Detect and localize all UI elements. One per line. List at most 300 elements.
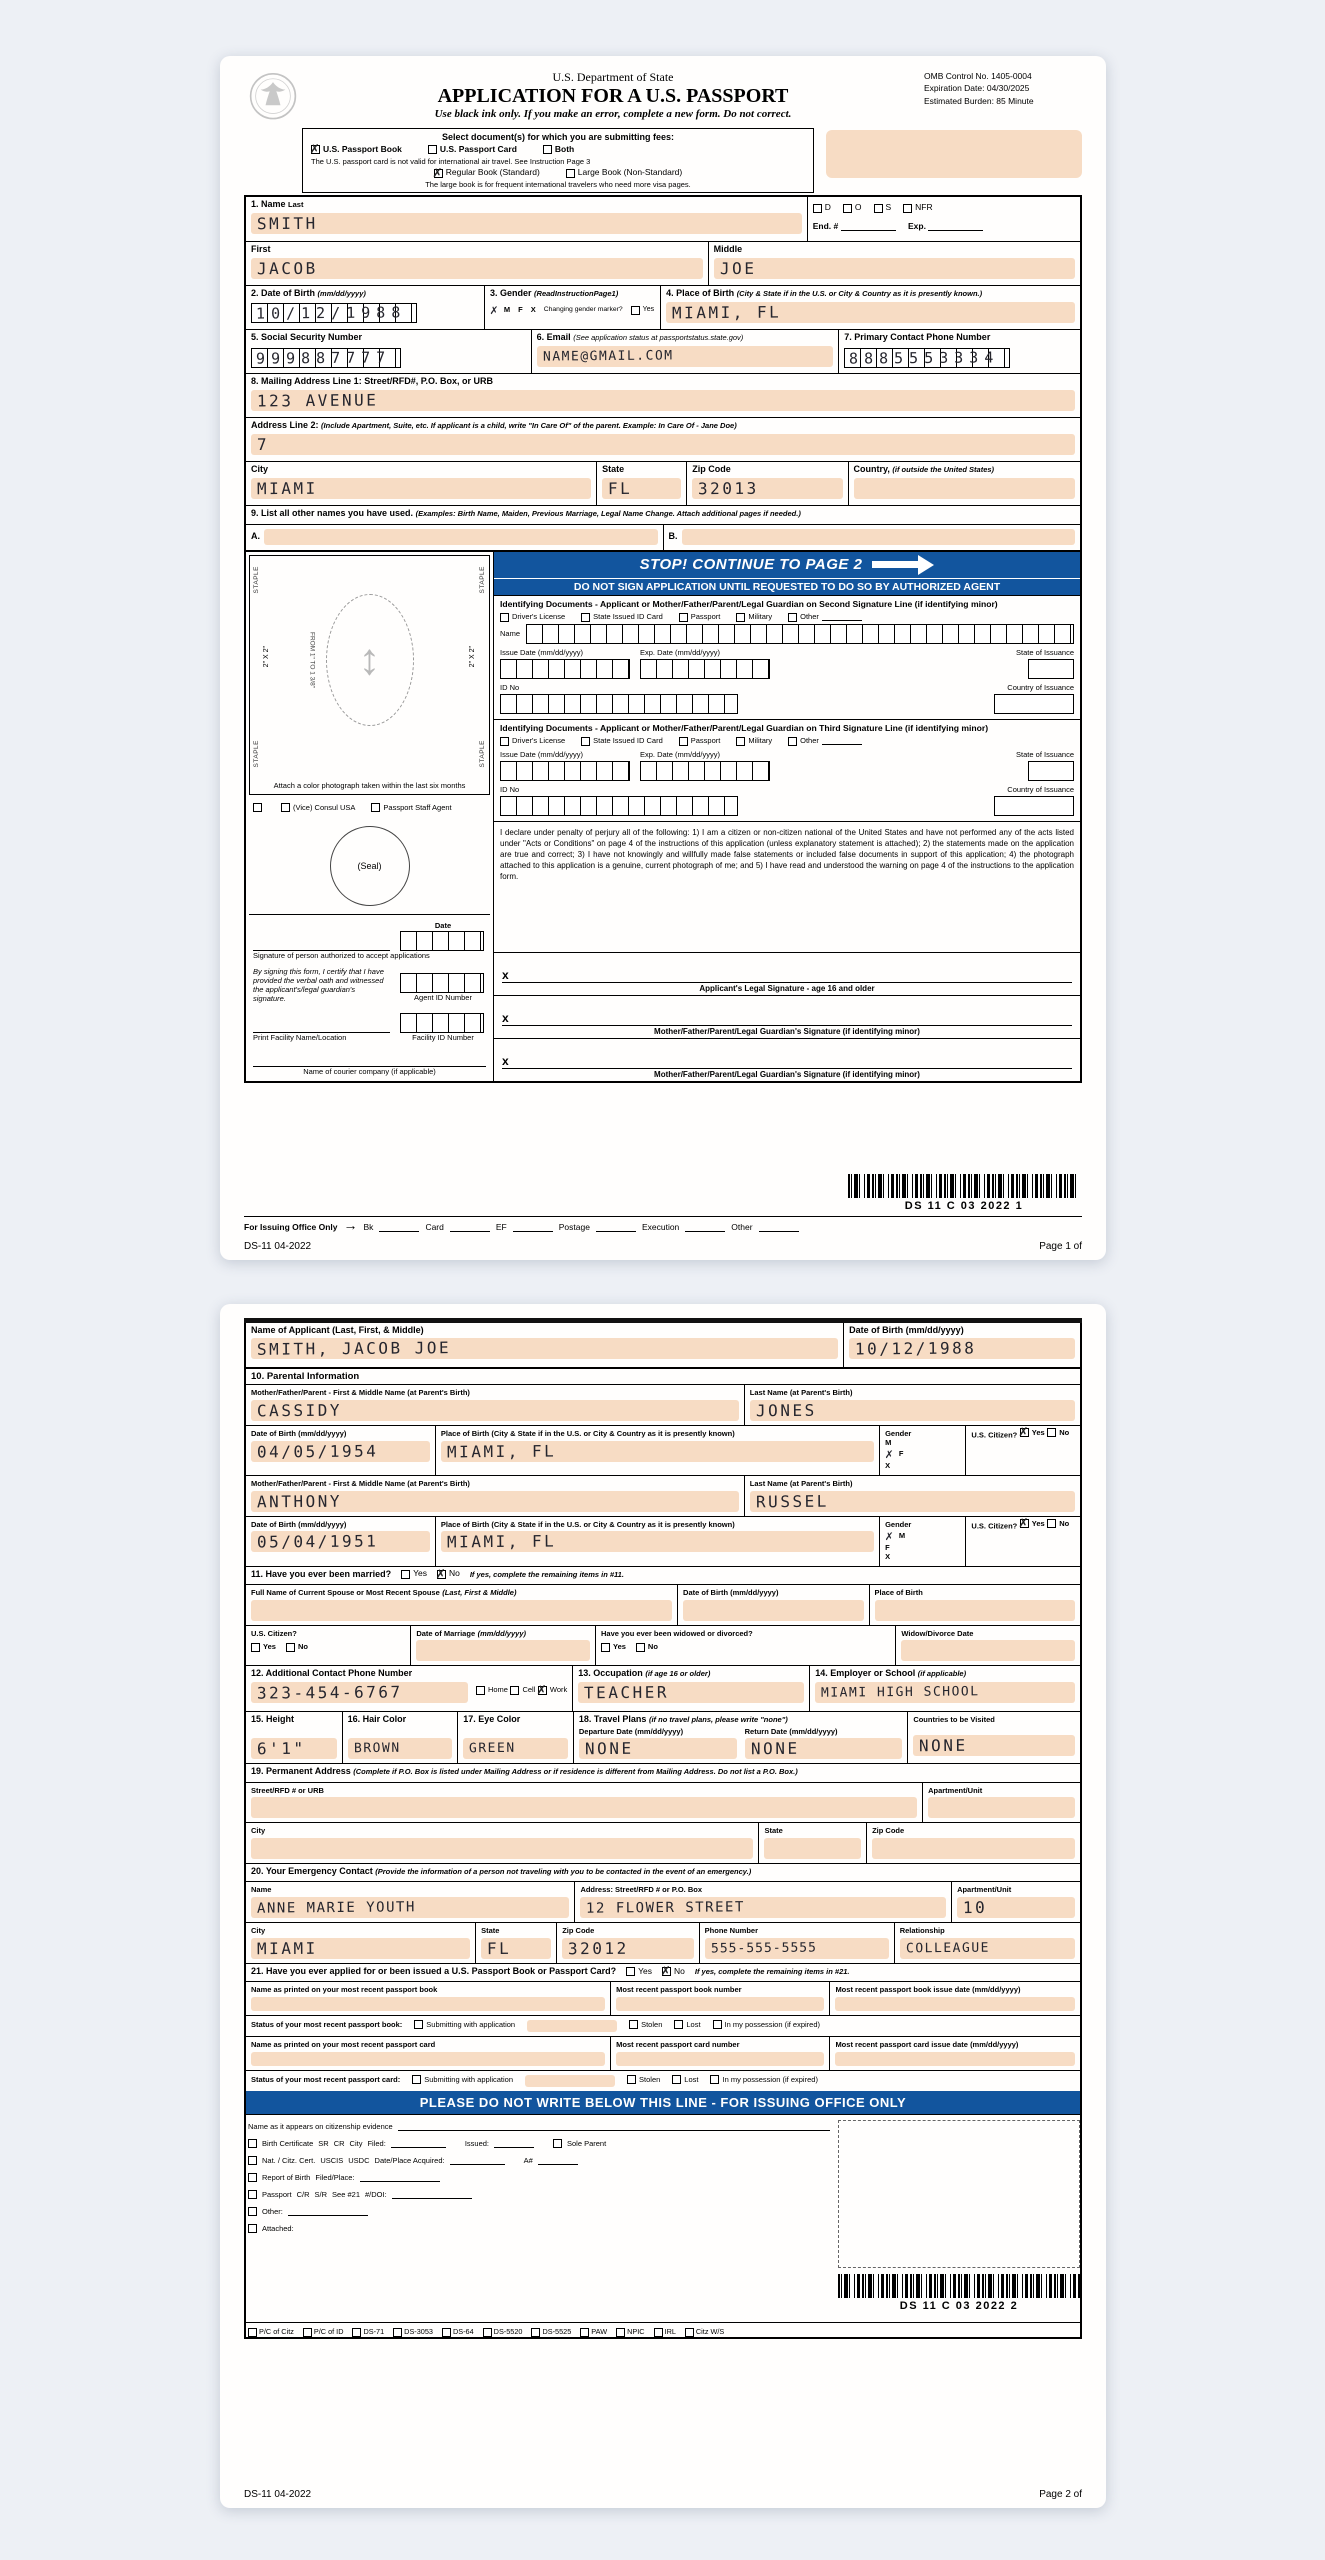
ssn-input[interactable]	[251, 348, 401, 368]
email-field[interactable]	[537, 346, 834, 367]
do-not-sign-banner: DO NOT SIGN APPLICATION UNTIL REQUESTED TO DO SO BY AUTHORIZED AGENT	[494, 578, 1080, 595]
card-possession-checkbox[interactable]	[710, 2075, 817, 2085]
head-outline-oval	[326, 594, 414, 726]
office-code-checkboxes	[246, 2322, 1080, 2337]
email-value: NAME@GMAIL.COM	[542, 348, 674, 365]
emergency-state-field[interactable]	[481, 1938, 551, 1959]
code-paw[interactable]	[580, 2328, 607, 2337]
code-pc-of-id[interactable]	[303, 2328, 344, 2337]
yes-label: Yes	[413, 1568, 427, 1579]
emergency-apt-field[interactable]	[957, 1897, 1075, 1918]
facility-id-input[interactable]	[400, 1013, 484, 1033]
additional-phone-value: 323-454-6767	[256, 1681, 403, 1703]
occupation-field[interactable]	[578, 1682, 804, 1703]
departure-date-field[interactable]	[579, 1738, 737, 1759]
mailing-address-value: 123 AVENUE	[256, 390, 379, 411]
gender-m-label: M	[885, 1437, 892, 1447]
staple-label: STAPLE	[253, 740, 260, 768]
execution-line[interactable]	[685, 1224, 725, 1232]
attached-checkbox[interactable]	[248, 2224, 257, 2233]
right-arrow-icon	[344, 1221, 358, 1232]
code-ds-64[interactable]	[442, 2328, 474, 2337]
omb-block	[924, 70, 1082, 124]
code-label: DS-64	[452, 2326, 474, 2336]
postage-label: Postage	[558, 1222, 590, 1232]
other-line[interactable]	[759, 1224, 799, 1232]
parent2-citizen-no[interactable]	[1047, 1519, 1069, 1529]
submitting-label: Submitting with application	[424, 2074, 514, 2084]
endorsement-nfr-checkbox[interactable]	[903, 203, 932, 212]
emergency-address-field[interactable]	[580, 1897, 946, 1918]
prior-passport-no[interactable]	[662, 1967, 685, 1976]
card-name-field[interactable]	[251, 2052, 605, 2066]
passport-book-checkbox[interactable]	[311, 145, 402, 154]
report-of-birth-checkbox[interactable]	[248, 2173, 257, 2182]
other-names-note: (Examples: Birth Name, Maiden, Previous Marriage, Legal Name Change. Attach additional pages if needed.)	[415, 509, 801, 519]
large-book-checkbox[interactable]	[566, 168, 682, 177]
dl-checkbox-2[interactable]	[500, 612, 565, 622]
parent1-citizen-yes[interactable]	[1020, 1428, 1045, 1438]
parent2-dob-field[interactable]	[251, 1531, 430, 1552]
ef-line[interactable]	[513, 1224, 553, 1232]
work-label: Work	[549, 1685, 568, 1695]
additional-phone-field[interactable]	[251, 1682, 468, 1703]
staple-label: STAPLE	[479, 565, 486, 594]
parent2-pob-field[interactable]	[441, 1531, 874, 1552]
emergency-relationship-label: Relationship	[899, 1926, 945, 1935]
checkbox-mark	[1020, 1428, 1029, 1437]
docsel-title: Select document(s) for which you are submitting fees:	[441, 132, 675, 142]
emergency-apt-label: Apartment/Unit	[957, 1885, 1012, 1895]
code-ds-71[interactable]	[352, 2328, 384, 2337]
email-note: (See application status at passportstatus.state.gov)	[573, 333, 744, 343]
parent1-last-field[interactable]	[750, 1400, 1075, 1421]
endorsement-o-checkbox[interactable]	[843, 203, 862, 212]
right-arrow-icon	[872, 555, 934, 575]
applicant-signature-row[interactable]	[494, 953, 1080, 995]
address-line2-note: (Include Apartment, Suite, etc. If applicant is a child, write "In Care Of" of the parent. Example: In Care Of - Jane Doe)	[321, 421, 737, 431]
see21-label: See #21	[332, 2189, 360, 2199]
guardian-signature-caption: Mother/Father/Parent/Legal Guardian's Signature (if identifying minor)	[654, 1070, 920, 1080]
code-ds-5525[interactable]	[531, 2328, 571, 2337]
filed-place-label: Filed/Place:	[315, 2172, 355, 2182]
barcode-text-1: DS 11 C 03 2022 1	[904, 1200, 1024, 1212]
guardian-signature-row-1[interactable]	[494, 995, 1080, 1038]
permanent-state-label: State	[764, 1826, 783, 1836]
other-name-a-field[interactable]	[264, 529, 658, 545]
emergency-relationship-field[interactable]	[900, 1938, 1075, 1959]
checkbox-mark	[531, 2328, 540, 2337]
card-issue-date-field[interactable]	[835, 2052, 1075, 2066]
code-pc-of-citz[interactable]	[248, 2328, 294, 2337]
city-value: MIAMI	[256, 478, 318, 498]
bk-line[interactable]	[379, 1224, 419, 1232]
parent2-first-label: Mother/Father/Parent - First & Middle Name (at Parent's Birth)	[251, 1478, 470, 1488]
widowed-yes[interactable]	[601, 1642, 626, 1652]
stateid-label: State Issued ID Card	[593, 736, 663, 746]
ef-label: EF	[495, 1222, 507, 1232]
issued-label: Issued:	[464, 2138, 489, 2148]
no-label: No	[1059, 1518, 1070, 1528]
postage-line[interactable]	[596, 1224, 636, 1232]
filed-place-line[interactable]	[360, 2174, 440, 2182]
passport-checkbox-2[interactable]	[679, 612, 721, 622]
passport-card-checkbox[interactable]	[428, 145, 517, 154]
authorized-signature-line[interactable]	[253, 937, 390, 951]
right-column	[494, 552, 1080, 1082]
agent-id-input[interactable]	[400, 973, 484, 993]
a-number-label: A#	[523, 2155, 533, 2165]
checkbox-mark	[476, 1686, 485, 1695]
form-number: DS-11 04-2022	[244, 1241, 312, 1252]
other-line-2[interactable]	[822, 613, 862, 621]
emergency-zip-label: Zip Code	[562, 1926, 595, 1935]
address-line2-value: 7	[256, 434, 270, 454]
report-of-birth-label: Report of Birth	[262, 2172, 311, 2182]
courier-line[interactable]	[253, 1053, 486, 1067]
issue-date-input-2[interactable]	[500, 659, 630, 679]
country-issuance-label-2: Country of Issuance	[1007, 682, 1074, 692]
state-issuance-label-3: State of Issuance	[1016, 750, 1074, 760]
parent2-citizen-yes[interactable]	[1020, 1519, 1045, 1529]
office-checklist	[246, 2120, 838, 2312]
checkbox-mark	[903, 204, 912, 213]
id-docs-second-title: Identifying Documents - Applicant or Mother/Father/Parent/Legal Guardian on Second Signature Line (if identifying minor)	[500, 598, 998, 609]
middle-name-field[interactable]	[714, 258, 1075, 279]
checkbox-mark	[414, 2020, 423, 2029]
military-checkbox-3[interactable]	[736, 736, 772, 746]
card-submitting-checkbox[interactable]	[412, 2075, 513, 2085]
emergency-city-field[interactable]	[251, 1938, 470, 1959]
country-issuance-input-3[interactable]	[994, 796, 1074, 816]
office-stamp-column	[838, 2120, 1080, 2312]
married-yes-checkbox[interactable]	[401, 1569, 427, 1578]
permanent-street-field[interactable]	[251, 1797, 917, 1818]
parent1-last-value: JONES	[755, 1400, 817, 1421]
stateid-checkbox-2[interactable]	[581, 612, 663, 622]
widowed-label: Have you ever been widowed or divorced?	[600, 1628, 753, 1638]
card-number-label: Most recent passport card number	[616, 2039, 740, 2049]
parent1-citizen-no[interactable]	[1047, 1428, 1069, 1438]
spouse-citizen-no[interactable]	[286, 1642, 308, 1652]
phone-home-checkbox[interactable]	[476, 1685, 508, 1695]
book-issue-date-label: Most recent passport book issue date (mm/dd/yyyy)	[835, 1985, 1021, 1994]
parent1-dob-field[interactable]	[251, 1441, 430, 1462]
pob-field[interactable]	[666, 302, 1075, 323]
gender-f-label: F	[885, 1543, 890, 1553]
sr-label: SR	[318, 2138, 329, 2148]
code-label: DS-5525	[542, 2326, 572, 2336]
stateid-label: State Issued ID Card	[593, 612, 663, 622]
end-number-label: End. #	[812, 220, 839, 231]
exp-line[interactable]	[928, 223, 983, 231]
endorsement-s-checkbox[interactable]	[874, 203, 892, 212]
consul-checkbox[interactable]	[281, 803, 355, 813]
permanent-zip-field[interactable]	[872, 1838, 1075, 1859]
card-stolen-checkbox[interactable]	[627, 2075, 660, 2085]
parent2-citizen-label: U.S. Citizen?	[971, 1520, 1018, 1530]
card-status-field[interactable]	[525, 2075, 615, 2087]
permanent-address-label: 19. Permanent Address	[251, 1766, 351, 1777]
spouse-name-label: Full Name of Current Spouse or Most Recent Spouse	[251, 1587, 440, 1597]
parent1-gender-m[interactable]	[885, 1439, 960, 1448]
address-line2-field[interactable]	[251, 434, 1075, 455]
parent1-pob-field[interactable]	[441, 1441, 874, 1462]
end-number-line[interactable]	[841, 223, 896, 231]
permanent-apt-field[interactable]	[928, 1797, 1075, 1818]
spouse-citizen-yes[interactable]	[251, 1642, 276, 1652]
state-issuance-input-3[interactable]	[1028, 761, 1074, 781]
id-no-input-2[interactable]	[500, 694, 738, 714]
no-label: No	[1059, 1427, 1070, 1437]
issue-date-input-3[interactable]	[500, 761, 630, 781]
endorsement-nfr-label: NFR	[915, 202, 933, 213]
dob-input[interactable]	[251, 303, 417, 323]
spouse-name-field[interactable]	[251, 1600, 672, 1621]
gender-change-yes-checkbox[interactable]	[631, 306, 654, 315]
permanent-state-field[interactable]	[764, 1838, 861, 1859]
name-last-value: SMITH	[256, 213, 318, 233]
guardian-signature-row-2[interactable]	[494, 1038, 1080, 1081]
checkbox-mark	[483, 2328, 492, 2337]
parent2-gender-f[interactable]	[885, 1544, 960, 1553]
book-number-label: Most recent passport book number	[616, 1985, 742, 1994]
employer-note: (if applicable)	[917, 1669, 967, 1679]
permanent-zip-label: Zip Code	[872, 1826, 905, 1836]
yes-label: Yes	[1031, 1427, 1045, 1437]
pob-label: 4. Place of Birth	[666, 288, 735, 299]
birth-certificate-label: Birth Certificate	[262, 2138, 314, 2148]
code-citz-ws[interactable]	[685, 2328, 724, 2337]
yes-label: Yes	[612, 1642, 626, 1652]
passport-evidence-checkbox[interactable]	[248, 2190, 257, 2199]
employer-value: MIAMI HIGH SCHOOL	[821, 1683, 980, 1701]
spouse-pob-field[interactable]	[875, 1600, 1076, 1621]
omb-expiration: Expiration Date: 04/30/2025	[924, 83, 1030, 94]
phone-work-checkbox[interactable]	[538, 1685, 567, 1695]
eye-color-label: 17. Eye Color	[463, 1714, 521, 1725]
gender-option-f[interactable]	[518, 306, 523, 315]
checkbox-mark	[543, 145, 552, 154]
parent2-gender-x[interactable]	[885, 1553, 960, 1562]
married-no-checkbox[interactable]	[437, 1569, 460, 1578]
book-submitting-checkbox[interactable]	[414, 2020, 515, 2030]
signature-x-mark: x	[502, 1054, 509, 1069]
blank-header-field[interactable]	[826, 130, 1082, 178]
applicant-dob-value: 10/12/1988	[855, 1338, 977, 1359]
countries-field[interactable]	[913, 1735, 1075, 1756]
card-number-field[interactable]	[616, 2052, 824, 2066]
employer-field[interactable]	[815, 1682, 1075, 1703]
other-checkbox-3[interactable]	[788, 736, 862, 746]
parent2-gender-m[interactable]	[885, 1529, 960, 1544]
emergency-state-label: State	[481, 1926, 500, 1935]
hair-color-field[interactable]	[348, 1738, 453, 1759]
emergency-relationship-value: COLLEAGUE	[905, 1940, 990, 1957]
checkbox-mark	[662, 1967, 671, 1976]
name-label: 1. Name	[251, 199, 286, 210]
first-name-field[interactable]	[251, 258, 703, 279]
photo-caption: Attach a color photograph taken within the last six months	[273, 780, 466, 790]
attached-label: Attached:	[262, 2223, 294, 2233]
code-irl[interactable]	[654, 2328, 676, 2337]
book-issue-date-field[interactable]	[835, 1997, 1075, 2011]
book-name-field[interactable]	[251, 1997, 605, 2011]
endorsement-d-checkbox[interactable]	[813, 203, 831, 212]
parent1-gender-x[interactable]	[885, 1462, 960, 1471]
return-date-field[interactable]	[745, 1738, 903, 1759]
checkbox-mark	[580, 2328, 589, 2337]
code-npic[interactable]	[616, 2328, 644, 2337]
marriage-date-note: (mm/dd/yyyy)	[477, 1628, 526, 1638]
spouse-dob-label: Date of Birth (mm/dd/yyyy)	[683, 1587, 779, 1597]
state-field[interactable]	[602, 478, 681, 499]
city-field[interactable]	[251, 478, 591, 499]
facility-name-line[interactable]	[253, 1019, 390, 1033]
book-stolen-checkbox[interactable]	[629, 2020, 662, 2030]
exp-date-input-2[interactable]	[640, 659, 770, 679]
eye-color-field[interactable]	[463, 1738, 568, 1759]
authorized-signature-caption: Signature of person authorized to accept applications	[253, 951, 430, 961]
military-checkbox-2[interactable]	[736, 612, 772, 622]
height-field[interactable]	[251, 1738, 337, 1759]
parent1-gender-f[interactable]	[885, 1447, 960, 1462]
ssn-value: 999887777	[255, 348, 392, 368]
other-checkbox-2[interactable]	[788, 612, 862, 622]
checkbox-mark	[412, 2075, 421, 2084]
name-last-field[interactable]	[251, 213, 802, 234]
passport-staff-checkbox[interactable]	[371, 803, 451, 813]
parent2-last-field[interactable]	[750, 1491, 1075, 1512]
no-label: No	[297, 1642, 308, 1652]
widowed-no[interactable]	[636, 1642, 658, 1652]
mailing-address-field[interactable]	[251, 390, 1075, 411]
dob-label: 2. Date of Birth	[251, 288, 316, 299]
staple-label: STAPLE	[253, 565, 260, 594]
name-last-sublabel: Last	[288, 200, 304, 210]
other-name-b-field[interactable]	[682, 529, 1076, 545]
phone-input[interactable]	[844, 348, 1010, 368]
id-no-input-3[interactable]	[500, 796, 738, 816]
evidence-label: Name as it appears on citizenship evidence	[248, 2121, 393, 2131]
acceptance-agent-checkbox[interactable]	[253, 803, 265, 813]
stop-banner-text: STOP! CONTINUE TO PAGE 2	[639, 556, 863, 574]
nat-citz-checkbox[interactable]	[248, 2156, 257, 2165]
parent2-first-field[interactable]	[251, 1491, 739, 1512]
submitting-label: Submitting with application	[426, 2019, 516, 2029]
book-possession-checkbox[interactable]	[713, 2020, 820, 2030]
seal-placeholder: (Seal)	[330, 826, 410, 906]
id-name-input-2[interactable]	[526, 624, 1074, 644]
permanent-street-label: Street/RFD # or URB	[251, 1785, 324, 1795]
signature-table	[494, 952, 1080, 1081]
married-note: If yes, complete the remaining items in #11.	[469, 1569, 624, 1579]
gender-option-x[interactable]	[531, 306, 536, 315]
lower-section	[244, 552, 1082, 1084]
issuing-office-banner: PLEASE DO NOT WRITE BELOW THIS LINE - FOR ISSUING OFFICE ONLY	[246, 2091, 1080, 2114]
book-status-field[interactable]	[527, 2020, 617, 2032]
other-name-b-label: B.	[668, 530, 678, 541]
permanent-city-field[interactable]	[251, 1838, 753, 1859]
cr2-label: C/R	[296, 2189, 310, 2199]
widow-date-field[interactable]	[901, 1640, 1075, 1661]
emergency-zip-value: 32012	[568, 1938, 629, 1959]
checkbox-mark	[1047, 1519, 1056, 1528]
code-label: IRL	[664, 2326, 676, 2336]
regular-book-checkbox[interactable]	[434, 168, 540, 177]
card-line[interactable]	[450, 1224, 490, 1232]
state-issuance-input-2[interactable]	[1028, 659, 1074, 679]
both-checkbox[interactable]	[543, 145, 574, 154]
first-name-value: JACOB	[256, 258, 318, 278]
other-evidence-line[interactable]	[288, 2208, 368, 2216]
pob-note: (City & State if in the U.S. or City & Country as it is presently known.)	[736, 289, 983, 299]
emergency-city-label: City	[251, 1926, 266, 1935]
issued-line[interactable]	[494, 2140, 534, 2148]
endorsement-o-label: O	[854, 202, 862, 213]
a-number-line[interactable]	[538, 2157, 578, 2165]
gender-option-m[interactable]	[490, 303, 510, 318]
phone-label: 7. Primary Contact Phone Number	[844, 332, 991, 343]
parent1-last-label: Last Name (at Parent's Birth)	[749, 1388, 853, 1397]
barcode-2	[838, 2274, 1080, 2298]
doi-line[interactable]	[392, 2191, 472, 2199]
country-issuance-input-2[interactable]	[994, 694, 1074, 714]
marriage-date-field[interactable]	[416, 1640, 590, 1661]
checkbox-mark	[636, 1643, 645, 1652]
parent1-pob-label: Place of Birth (City & State if in the U.S. or City & Country as it is presently known)	[440, 1428, 735, 1438]
phone-cell-checkbox[interactable]	[510, 1685, 535, 1695]
code-ds-3053[interactable]	[393, 2328, 433, 2337]
code-ds-5520[interactable]	[483, 2328, 523, 2337]
zip-field[interactable]	[692, 478, 842, 499]
occupation-label: 13. Occupation	[578, 1668, 643, 1679]
dl-checkbox-3[interactable]	[500, 736, 565, 746]
dl-label: Driver's License	[512, 736, 566, 746]
prior-passport-yes[interactable]	[626, 1967, 652, 1976]
code-label: PAW	[591, 2326, 608, 2336]
applicant-name-field[interactable]	[251, 1338, 838, 1359]
book-number-field[interactable]	[616, 1997, 824, 2011]
checkbox-mark	[401, 1570, 410, 1579]
passport-checkbox-3[interactable]	[679, 736, 721, 746]
exp-date-label-3: Exp. Date (mm/dd/yyyy)	[640, 750, 721, 760]
applicant-dob-field[interactable]	[849, 1338, 1075, 1359]
height-value: 6'1"	[256, 1738, 306, 1758]
stateid-checkbox-3[interactable]	[581, 736, 663, 746]
filed-line[interactable]	[391, 2140, 446, 2148]
sole-parent-checkbox[interactable]	[553, 2139, 562, 2148]
other-line-3[interactable]	[822, 737, 862, 745]
spouse-dob-field[interactable]	[683, 1600, 863, 1621]
country-field[interactable]	[854, 478, 1075, 499]
date-input[interactable]	[400, 931, 484, 951]
acquired-line[interactable]	[450, 2157, 505, 2165]
parent1-first-field[interactable]	[251, 1400, 739, 1421]
other-evidence-checkbox[interactable]	[248, 2207, 257, 2216]
city-label: City	[251, 464, 269, 475]
issue-date-label-3: Issue Date (mm/dd/yyyy)	[500, 750, 583, 760]
exp-date-input-3[interactable]	[640, 761, 770, 781]
birth-certificate-checkbox[interactable]	[248, 2139, 257, 2148]
emergency-name-field[interactable]	[251, 1897, 569, 1918]
emergency-phone-field[interactable]	[705, 1938, 889, 1959]
guardian-signature-caption: Mother/Father/Parent/Legal Guardian's Signature (if identifying minor)	[654, 1027, 920, 1037]
emergency-zip-field[interactable]	[562, 1938, 693, 1959]
evidence-line[interactable]	[398, 2123, 830, 2131]
card-lost-checkbox[interactable]	[672, 2075, 698, 2085]
book-lost-checkbox[interactable]	[674, 2020, 700, 2030]
